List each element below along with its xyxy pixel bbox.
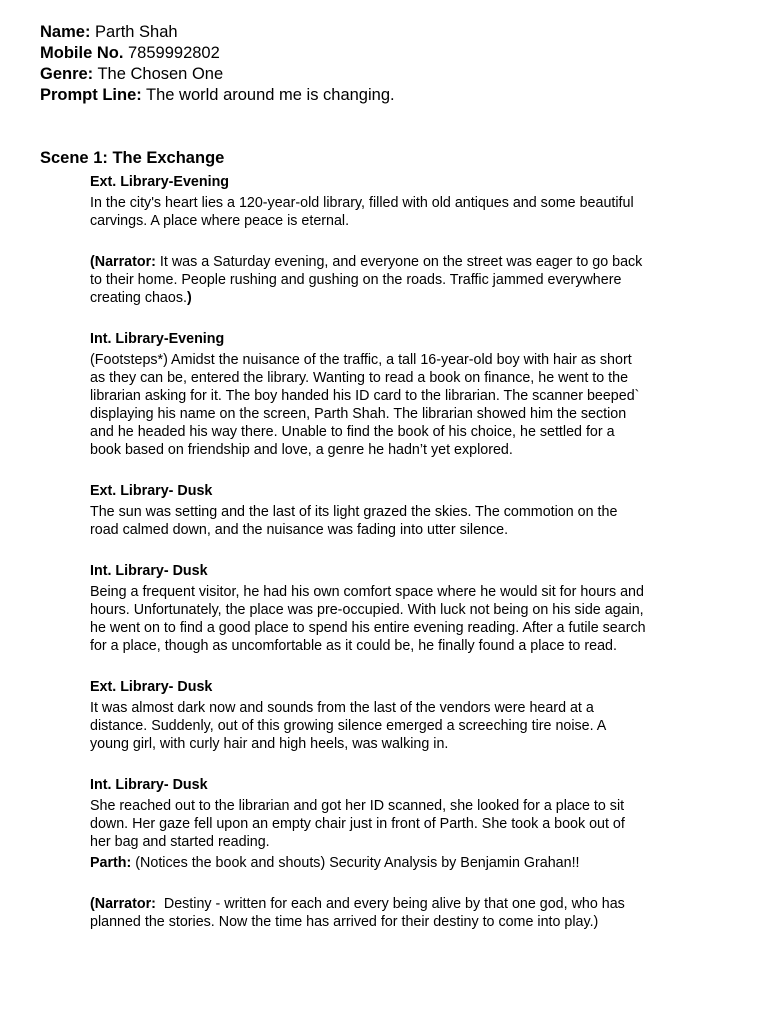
paragraph-line: carvings. A place where peace is eternal. — [90, 213, 350, 229]
section-heading: Int. Library- Dusk — [90, 563, 208, 579]
prompt-value: The world around me is changing. — [141, 86, 395, 104]
mobile-value: 7859992802 — [123, 44, 220, 62]
paragraph-line: young girl, with curly hair and high heels, was walking in. — [90, 736, 449, 752]
section-heading: Ext. Library- Dusk — [90, 679, 213, 695]
section-paragraph — [90, 699, 690, 753]
mobile-label: Mobile No. — [40, 44, 124, 62]
paragraph-line: distance. Suddenly, out of this growing silence emerged a screeching tire noise. A — [90, 718, 607, 734]
section-heading: Ext. Library- Dusk — [90, 483, 213, 499]
paragraph-line: planned the stories. Now the time has arrived for their destiny to come into play.) — [90, 914, 599, 930]
section-heading: Int. Library- Dusk — [90, 777, 208, 793]
narrator-label: (Narrator: — [90, 896, 156, 912]
paragraph-line: In the city's heart lies a 120-year-old library, filled with old antiques and some beautiful — [90, 195, 634, 211]
dialogue-paragraph — [90, 854, 690, 872]
name-line — [40, 22, 395, 43]
paragraph-line: road calmed down, and the nuisance was fading into utter silence. — [90, 522, 509, 538]
mobile-line — [40, 43, 395, 64]
paragraph-line — [90, 895, 690, 913]
paragraph-line: and he headed his way there. Unable to find the book of his choice, he settled for a — [90, 424, 615, 440]
section-paragraph — [90, 797, 690, 851]
paragraph-line: for a place, though as uncomfortable as it could be, he finally found a place to read. — [90, 638, 617, 654]
document-header — [40, 22, 395, 106]
paragraph-text: creating chaos. — [90, 290, 187, 306]
section-paragraph — [90, 194, 690, 230]
prompt-label: Prompt Line: — [40, 86, 142, 104]
section-heading: Ext. Library-Evening — [90, 174, 230, 190]
paragraph-line: he went on to find a good place to spend his entire evening reading. After a futile search — [90, 620, 646, 636]
paragraph-line: It was almost dark now and sounds from the last of the vendors were heard at a — [90, 700, 594, 716]
name-value: Parth Shah — [90, 23, 178, 41]
name-label: Name: — [40, 23, 91, 41]
paragraph-text: (Notices the book and shouts) Security Analysis by Benjamin Grahan!! — [131, 855, 580, 871]
paragraph-line — [90, 289, 690, 307]
paragraph-line: librarian asking for it. The boy handed his ID card to the librarian. The scanner beeped` — [90, 388, 640, 404]
genre-line — [40, 64, 395, 85]
speaker-label: Parth: — [90, 855, 132, 871]
genre-label: Genre: — [40, 65, 94, 83]
paragraph-line: to their home. People rushing and gushing on the roads. Traffic jammed everywhere — [90, 272, 622, 288]
paragraph-line — [90, 854, 690, 872]
paragraph-line: The sun was setting and the last of its light grazed the skies. The commotion on the — [90, 504, 618, 520]
section-heading: Int. Library-Evening — [90, 331, 225, 347]
paragraph-text: It was a Saturday evening, and everyone on the street was eager to go back — [155, 254, 643, 270]
paragraph-line — [90, 253, 690, 271]
scene-title: Scene 1: The Exchange — [40, 149, 225, 167]
narrator-paragraph — [90, 253, 690, 307]
paragraph-line: hours. Unfortunately, the place was pre-occupied. With luck not being on his side again, — [90, 602, 644, 618]
paragraph-line: down. Her gaze fell upon an empty chair just in front of Parth. She took a book out of — [90, 816, 625, 832]
narrator-label: (Narrator: — [90, 254, 156, 270]
paragraph-line: She reached out to the librarian and got her ID scanned, she looked for a place to sit — [90, 798, 625, 814]
section-paragraph — [90, 351, 690, 459]
paragraph-line: Being a frequent visitor, he had his own comfort space where he would sit for hours and — [90, 584, 644, 600]
section-paragraph — [90, 503, 690, 539]
scene-body — [90, 173, 690, 954]
section-paragraph — [90, 583, 690, 655]
genre-value: The Chosen One — [93, 65, 224, 83]
paragraph-line: (Footsteps*) Amidst the nuisance of the traffic, a tall 16-year-old boy with hair as short — [90, 352, 632, 368]
paragraph-text: Destiny - written for each and every being alive by that one god, who has — [155, 896, 625, 912]
narrator-paragraph — [90, 895, 690, 931]
paragraph-line: displaying his name on the screen, Parth Shah. The librarian showed him the section — [90, 406, 627, 422]
paragraph-line: as they can be, entered the library. Wanting to read a book on finance, he went to the — [90, 370, 629, 386]
prompt-line — [40, 85, 395, 106]
paragraph-line: book based on friendship and love, a genre he hadn’t yet explored. — [90, 442, 513, 458]
paragraph-line: her bag and started reading. — [90, 834, 270, 850]
narrator-close: ) — [186, 290, 192, 306]
